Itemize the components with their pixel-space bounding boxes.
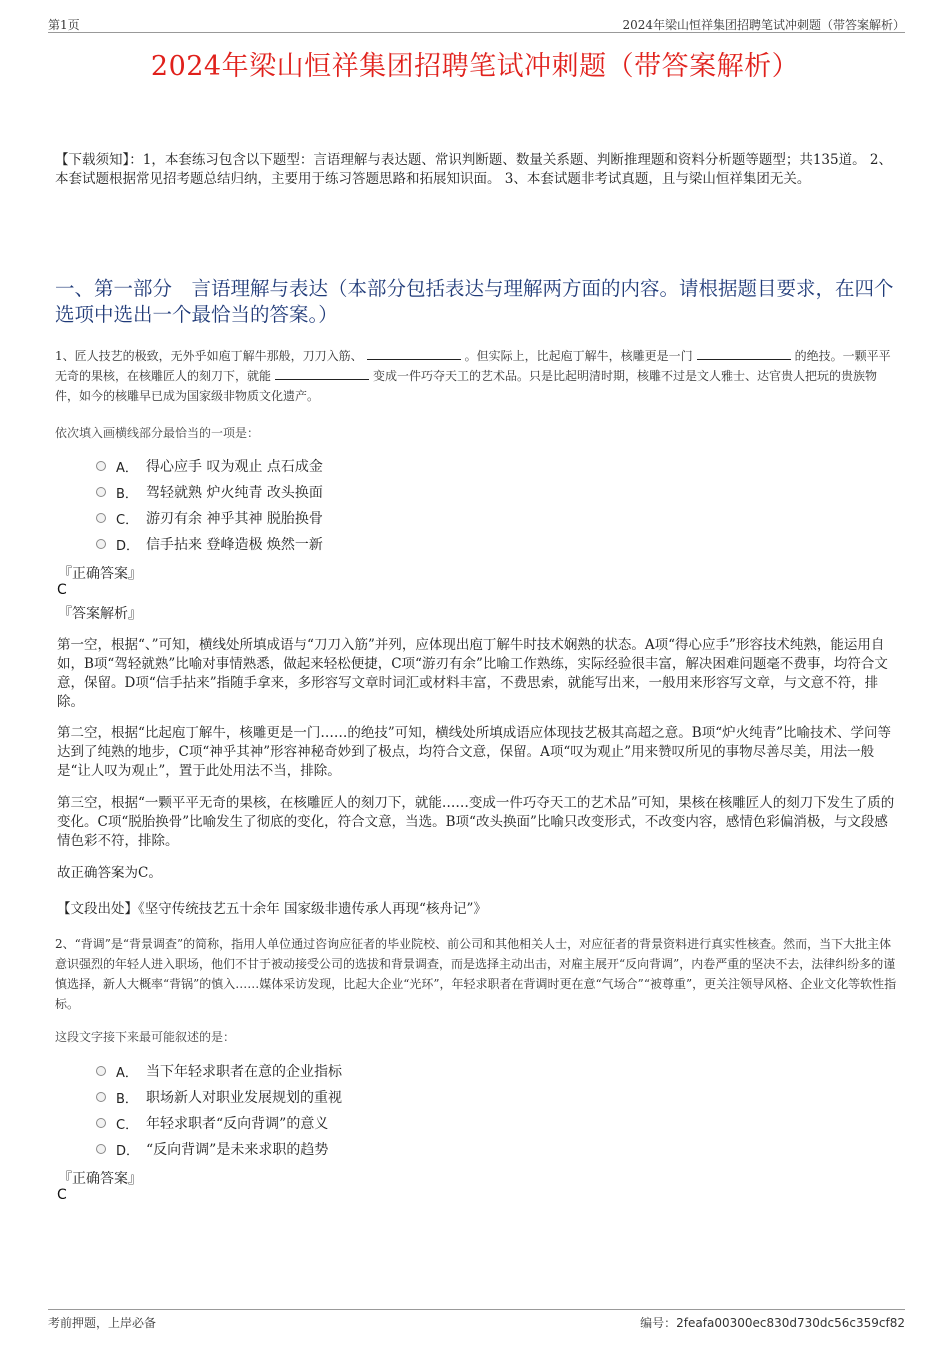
page-footer [48, 1309, 905, 1330]
page-number: 第1页 [48, 18, 80, 32]
radio-icon[interactable] [96, 461, 106, 471]
question-2-text: 2、“背调”是“背景调查”的简称，指用人单位通过咨询应征者的毕业院校、前公司和其他相关人士，对应征者的背景资料进行真实性核查。然而，当下大批主体意识强烈的年轻人进入职场，他们不甘于被动接受公司的选拔和背景调查，而是选择主动出击，对雇主展开“反向背调”，内卷严重的坚决不去，法律纠纷多的谨慎选择，新人大概率“背锅”的慎入……媒体采访发现，比起大企业“光环”，年轻求职者在背调时更在意“气场合”“被尊重”，更关注领导风格、企业文化等软性指标。 [55, 937, 897, 1011]
page-header [48, 14, 905, 33]
question-1-prompt: 依次填入画横线部分最恰当的一项是： [55, 426, 260, 440]
header-doc-title: 2024年梁山恒祥集团招聘笔试冲刺题（带答案解析） [622, 18, 905, 32]
option-d[interactable] [96, 531, 323, 557]
correct-answer-label: 『正确答案』 [58, 1171, 142, 1187]
radio-icon[interactable] [96, 539, 106, 549]
question-1-part-a: 1、匠人技艺的极致，无外乎如庖丁解牛那般，刀刀入筋、 [55, 349, 363, 363]
option-text: 职场新人对职业发展规划的重视 [146, 1090, 342, 1106]
option-text: 年轻求职者“反向背调”的意义 [146, 1116, 329, 1132]
radio-icon[interactable] [96, 1066, 106, 1076]
footer-slogan: 考前押题，上岸必备 [48, 1316, 157, 1330]
option-a[interactable] [96, 1058, 342, 1084]
analysis-paragraph-2: 第二空，根据“比起庖丁解牛，核雕更是一门……的绝技”可知，横线处所填成语应体现技艺极其高超之意。B项“炉火纯青”比喻技术、学问等达到了纯熟的地步，C项“神乎其神”形容神秘奇妙到了极点，均符合文意，保留。A项“叹为观止”用来赞叹所见的事物尽善尽美，用法一般是“让人叹为观止”，置于此处用法不当，排除。 [57, 725, 892, 779]
option-c[interactable] [96, 1110, 342, 1136]
option-letter: C． [116, 512, 139, 528]
radio-icon[interactable] [96, 1144, 106, 1154]
option-letter: D． [116, 538, 140, 554]
option-text: 得心应手 叹为观止 点石成金 [146, 459, 323, 475]
option-c[interactable] [96, 505, 323, 531]
document-id-label: 编号： [640, 1316, 677, 1330]
analysis-label: 『答案解析』 [58, 606, 142, 622]
question-2-prompt: 这段文字接下来最可能叙述的是： [55, 1030, 236, 1044]
source-citation: 【文段出处】《坚守传统技艺五十余年 国家级非遗传承人再现“核舟记”》 [57, 901, 487, 917]
option-d[interactable] [96, 1136, 342, 1162]
radio-icon[interactable] [96, 487, 106, 497]
option-letter: B． [116, 486, 138, 502]
option-b[interactable] [96, 1084, 342, 1110]
question-1-text [55, 346, 898, 406]
option-letter: B． [116, 1091, 138, 1107]
download-notice: 【下载须知】：1，本套练习包含以下题型：言语理解与表达题、常识判断题、数量关系题、判断推理题和资料分析题等题型；共135道。 2、本套试题根据常见招考题总结归纳，主要用于练习答题思路和拓展知识面。 3、本套试题非考试真题，且与梁山恒祥集团无关。 [55, 152, 892, 187]
document-title: 2024年梁山恒祥集团招聘笔试冲刺题（带答案解析） [150, 51, 800, 82]
option-text: “反向背调”是未来求职的趋势 [146, 1142, 329, 1158]
analysis-paragraph-3: 第三空，根据“一颗平平无奇的果核，在核雕匠人的刻刀下，就能……变成一件巧夺天工的艺术品”可知，果核在核雕匠人的刻刀下发生了质的变化。C项“脱胎换骨”比喻发生了彻底的变化，符合文意，当选。B项“改头换面”比喻只改变形式，不改变内容，感情色彩偏消极，与文段感情色彩不符，排除。 [57, 795, 895, 849]
option-text: 游刃有余 神乎其神 脱胎换骨 [146, 511, 323, 527]
radio-icon[interactable] [96, 1092, 106, 1102]
question-2-options [96, 1058, 342, 1162]
radio-icon[interactable] [96, 1118, 106, 1128]
document-id-value: 2feafa00300ec830d730dc56c359cf82 [676, 1316, 905, 1330]
question-1-part-d: 变成一件巧夺天工的艺术品。只是比起明清时期，核雕不过是文人雅士、达官贵人把玩的贵族物件，如今的核雕早已成为国家级非物质文化遗产。 [55, 369, 878, 403]
correct-answer: C [57, 1187, 67, 1203]
option-letter: C． [116, 1117, 139, 1133]
question-1-options [96, 453, 323, 557]
option-text: 当下年轻求职者在意的企业指标 [146, 1064, 342, 1080]
section-heading: 一、第一部分 言语理解与表达（本部分包括表达与理解两方面的内容。请根据题目要求，在四个选项中选出一个最恰当的答案。） [55, 277, 894, 326]
analysis-paragraph-1: 第一空，根据“、”可知，横线处所填成语与“刀刀入筋”并列，应体现出庖丁解牛时技术娴熟的状态。A项“得心应手”形容技术纯熟，能运用自如，B项“驾轻就熟”比喻对事情熟悉，做起来轻松便捷，C项“游刃有余”比喻工作熟练，实际经验很丰富，解决困难问题毫不费事，均符合文意，保留。D项“信手拈来”指随手拿来，多形容写文章时词汇或材料丰富，不费思索，就能写出来，一般用来形容写文章，与文意不符，排除。 [57, 637, 888, 710]
question-1-part-c: 的绝技。一颗平平无奇的果核，在核雕匠人的刻刀下，就能 [55, 349, 891, 383]
radio-icon[interactable] [96, 513, 106, 523]
fill-blank-3 [275, 367, 369, 380]
fill-blank-2 [697, 347, 791, 360]
option-a[interactable] [96, 453, 323, 479]
document-id [640, 1314, 905, 1331]
option-b[interactable] [96, 479, 323, 505]
option-text: 信手拈来 登峰造极 焕然一新 [146, 537, 323, 553]
option-letter: A． [116, 460, 138, 476]
option-text: 驾轻就熟 炉火纯青 改头换面 [146, 485, 323, 501]
option-letter: D． [116, 1143, 140, 1159]
correct-answer: C [57, 582, 67, 598]
option-letter: A． [116, 1065, 138, 1081]
correct-answer-label: 『正确答案』 [58, 566, 142, 582]
question-1-part-b: 。但实际上，比起庖丁解牛，核雕更是一门 [464, 349, 693, 363]
fill-blank-1 [367, 347, 461, 360]
analysis-conclusion: 故正确答案为C。 [57, 865, 162, 881]
